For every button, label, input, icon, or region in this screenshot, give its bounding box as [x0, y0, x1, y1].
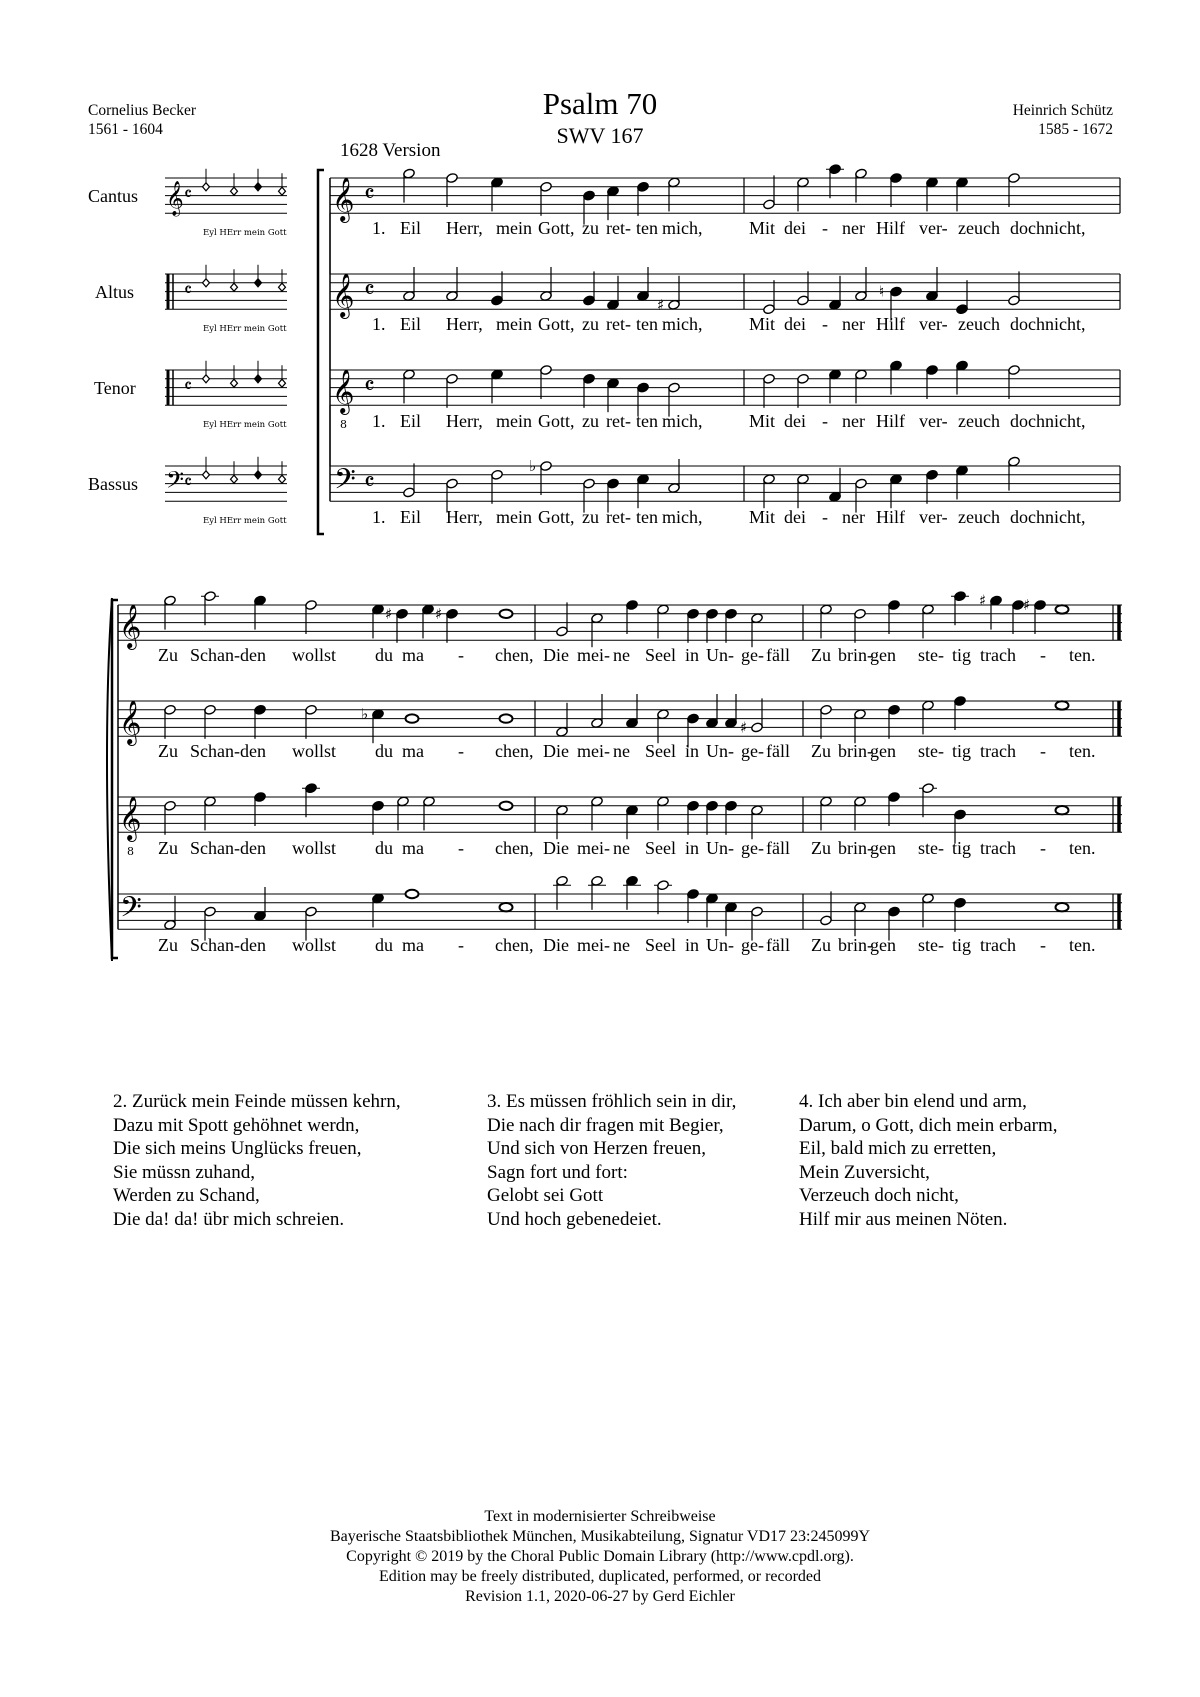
lyric-syllable: Hilf [876, 507, 905, 527]
lyric-syllable: Hilf [876, 314, 905, 334]
whole-note [1056, 605, 1069, 613]
lyric-syllable: ten [636, 411, 658, 431]
natural-icon: ♮ [879, 282, 885, 301]
lyric-syllable: Herr, [446, 314, 483, 334]
lyric-syllable: Gott, [538, 507, 575, 527]
verse-line: Hilf mir aus meinen Nöten. [799, 1208, 1008, 1230]
common-time-icon: 𝄴 [364, 180, 375, 208]
lyric-syllable: mei- [577, 838, 610, 858]
lyric-syllable: - [1040, 838, 1046, 858]
lyric-syllable: ma [402, 935, 424, 955]
lyric-syllable: chen, [495, 645, 534, 665]
lyric-syllable: zeuch [958, 218, 1000, 238]
sharp-icon: ♯ [435, 604, 443, 623]
lyric-syllable: doch [1010, 218, 1045, 238]
treble-clef-icon: 𝄞 [119, 796, 142, 840]
lyric-syllable: Mit [749, 314, 776, 334]
mensural-note [231, 475, 238, 483]
lyric-syllable: ret- [606, 507, 631, 527]
lyric-syllable: wollst [292, 935, 337, 955]
lyric-syllable: brin- [838, 645, 873, 665]
lyric-syllable: 1. [372, 218, 386, 238]
lyric-syllable: Seel [645, 645, 676, 665]
mensural-note [279, 475, 286, 483]
common-time-icon: 𝄴 [364, 468, 375, 496]
verse-line: Mein Zuversicht, [799, 1161, 930, 1183]
lyric-syllable: zu [582, 507, 599, 527]
mensural-note [231, 283, 238, 291]
lyric-syllable: Hilf [876, 411, 905, 431]
lyric-syllable: tig [952, 838, 972, 858]
lyric-syllable: wollst [292, 741, 337, 761]
footer-revision: Revision 1.1, 2020-06-27 by Gerd Eichler [465, 1588, 735, 1605]
sharp-icon: ♯ [1023, 596, 1031, 614]
lyric-syllable: Zu [158, 645, 178, 665]
lyric-syllable: mein [496, 411, 532, 431]
verse-line: 2. Zurück mein Feinde müssen kehrn, [113, 1091, 401, 1112]
lyric-syllable: - [1040, 741, 1046, 761]
composer-dates: 1585 - 1672 [1038, 121, 1113, 138]
lyric-syllable: in [685, 741, 700, 761]
lyric-syllable: du [375, 645, 393, 665]
lyric-syllable: mich, [662, 314, 703, 334]
mensural-note [203, 279, 210, 287]
poet-name: Cornelius Becker [88, 102, 197, 119]
lyric-syllable: ten. [1069, 645, 1096, 665]
version-label: 1628 Version [340, 140, 441, 161]
lyric-syllable: Gott, [538, 314, 575, 334]
footer-credits [0, 1507, 1200, 1607]
whole-note [1056, 903, 1069, 911]
lyric-syllable: Hilf [876, 218, 905, 238]
lyric-syllable: ma [402, 741, 424, 761]
lyric-syllable: gen [870, 935, 896, 955]
whole-note [500, 610, 513, 618]
lyric-syllable: Seel [645, 935, 676, 955]
common-time-icon: 𝄴 [184, 184, 193, 205]
lyric-syllable: doch [1010, 411, 1045, 431]
verse-line: Die da! da! übr mich schreien. [113, 1208, 345, 1230]
flat-icon: ♭ [529, 457, 537, 475]
lyric-syllable: dei [784, 507, 806, 527]
lyric-syllable: - [458, 935, 464, 955]
lyric-syllable: zeuch [958, 411, 1000, 431]
lyric-syllable: - [458, 838, 464, 858]
common-time-icon: 𝄴 [364, 276, 375, 304]
lyric-syllable: ten [636, 218, 658, 238]
whole-note [1056, 806, 1069, 814]
lyric-syllable: nicht, [1045, 218, 1086, 238]
common-time-icon: 𝄴 [184, 280, 193, 301]
lyric-syllable: brin- [838, 838, 873, 858]
lyric-syllable: ten. [1069, 838, 1096, 858]
treble-clef-icon: 𝄞 [119, 700, 142, 744]
lyric-syllable: mich, [662, 507, 703, 527]
mensural-note [203, 183, 210, 191]
lyric-syllable: mei- [577, 935, 610, 955]
verse-line: Eil, bald mich zu erretten, [799, 1138, 997, 1159]
mensural-note [231, 187, 238, 195]
verse-line: Die nach dir fragen mit Begier, [487, 1114, 724, 1136]
lyric-syllable: ten [636, 507, 658, 527]
lyric-syllable: ne [613, 935, 630, 955]
lyric-syllable: mei- [577, 741, 610, 761]
common-time-icon: 𝄴 [184, 472, 193, 493]
lyric-syllable: zeuch [958, 314, 1000, 334]
lyric-syllable: tig [952, 645, 972, 665]
lyric-syllable: 1. [372, 507, 386, 527]
mensural-note [255, 375, 262, 383]
whole-note [406, 890, 419, 898]
verse-line: Die sich meins Unglücks freuen, [113, 1138, 362, 1159]
lyric-syllable: zu [582, 314, 599, 334]
composer-name: Heinrich Schütz [1012, 102, 1113, 119]
lyric-syllable: ten. [1069, 741, 1096, 761]
lyric-syllable: Zu [158, 741, 178, 761]
lyric-syllable: ner [842, 218, 865, 238]
lyric-syllable: Seel [645, 838, 676, 858]
lyric-syllable: chen, [495, 935, 534, 955]
lyric-syllable: du [375, 741, 393, 761]
lyric-syllable: Schan- [190, 935, 240, 955]
lyric-syllable: - [822, 411, 828, 431]
mensural-note [279, 379, 286, 387]
lyric-syllable: mei- [577, 645, 610, 665]
lyric-syllable: ver- [919, 411, 948, 431]
mensural-note [203, 471, 210, 479]
lyric-syllable: mich, [662, 411, 703, 431]
lyric-syllable: Zu [811, 645, 831, 665]
lyric-syllable: - [822, 314, 828, 334]
treble-clef-icon: 𝄞 [166, 181, 184, 216]
lyric-syllable: ner [842, 314, 865, 334]
lyric-syllable: den [240, 741, 266, 761]
whole-note [1056, 701, 1069, 709]
verse-line: Gelobt sei Gott [487, 1185, 604, 1206]
verse-line: Verzeuch doch nicht, [799, 1185, 959, 1206]
verse-3 [487, 1090, 736, 1231]
lyric-syllable: fäll [766, 741, 790, 761]
lyric-syllable: trach [980, 645, 1016, 665]
verse-4 [799, 1090, 1058, 1231]
lyric-syllable: ma [402, 838, 424, 858]
bass-clef-icon: 𝄢 [334, 463, 356, 503]
lyric-syllable: den [240, 935, 266, 955]
lyric-syllable: ge- [741, 645, 764, 665]
lyric-syllable: ner [842, 507, 865, 527]
lyric-syllable: ste- [918, 645, 944, 665]
lyric-syllable: - [458, 645, 464, 665]
lyric-syllable: Eil [400, 507, 421, 527]
octave-mark: 8 [127, 845, 134, 858]
lyric-syllable: zu [582, 218, 599, 238]
lyric-syllable: dei [784, 218, 806, 238]
lyric-syllable: ne [613, 838, 630, 858]
mensural-note [255, 183, 262, 191]
lyric-syllable: Die [543, 741, 569, 761]
verse-line: Sagn fort und fort: [487, 1161, 628, 1183]
lyric-syllable: nicht, [1045, 411, 1086, 431]
lyric-syllable: den [240, 838, 266, 858]
lyric-syllable: 1. [372, 411, 386, 431]
verse-line: 3. Es müssen fröhlich sein in dir, [487, 1091, 737, 1112]
lyric-syllable: Herr, [446, 218, 483, 238]
common-time-icon: 𝄴 [184, 376, 193, 397]
voice-name-bassus: Bassus [88, 474, 139, 494]
lyric-syllable: 1. [372, 314, 386, 334]
flat-icon: ♭ [361, 705, 369, 724]
bass-clef-icon: 𝄢 [166, 466, 185, 499]
lyric-syllable: ten. [1069, 935, 1096, 955]
lyric-syllable: ste- [918, 935, 944, 955]
common-time-icon: 𝄴 [364, 372, 375, 400]
lyric-syllable: ste- [918, 741, 944, 761]
lyric-syllable: ret- [606, 314, 631, 334]
lyric-syllable: dei [784, 314, 806, 334]
lyric-syllable: ste- [918, 838, 944, 858]
incipit-cantus: Eyl HErr mein Gott [203, 228, 287, 238]
lyric-syllable: Eil [400, 218, 421, 238]
sharp-icon: ♯ [979, 591, 987, 610]
lyric-syllable: tig [952, 741, 972, 761]
lyric-syllable: brin- [838, 741, 873, 761]
sharp-icon: ♯ [657, 295, 665, 314]
lyric-syllable: ma [402, 645, 424, 665]
incipit-bassus: Eyl HErr mein Gott [203, 516, 287, 526]
lyric-syllable: in [685, 645, 700, 665]
lyric-syllable: Un- [706, 645, 734, 665]
lyric-syllable: Mit [749, 411, 776, 431]
verse-line: Dazu mit Spott gehöhnet werdn, [113, 1114, 360, 1136]
lyric-syllable: Gott, [538, 218, 575, 238]
lyric-syllable: ge- [741, 741, 764, 761]
lyric-syllable: - [1040, 645, 1046, 665]
lyric-syllable: mein [496, 507, 532, 527]
lyric-syllable: ne [613, 741, 630, 761]
verse-line: Sie müssn zuhand, [113, 1161, 255, 1183]
lyric-syllable: Die [543, 838, 569, 858]
lyric-syllable: Mit [749, 218, 776, 238]
lyric-syllable: ge- [741, 935, 764, 955]
incipit-tenor: Eyl HErr mein Gott [203, 420, 287, 430]
lyric-syllable: tig [952, 935, 972, 955]
verse-line: 4. Ich aber bin elend und arm, [799, 1091, 1027, 1112]
lyric-syllable: zeuch [958, 507, 1000, 527]
voice-name-cantus: Cantus [88, 186, 139, 206]
footer-copyright: Copyright © 2019 by the Choral Public Domain Library (http://www.cpdl.org). [346, 1548, 854, 1565]
whole-note [500, 802, 513, 810]
lyric-syllable: chen, [495, 741, 534, 761]
lyric-syllable: Herr, [446, 411, 483, 431]
whole-note [406, 714, 419, 722]
mensural-note [231, 379, 238, 387]
lyric-syllable: nicht, [1045, 314, 1086, 334]
lyric-syllable: Eil [400, 314, 421, 334]
lyric-syllable: Schan- [190, 741, 240, 761]
lyric-syllable: trach [980, 935, 1016, 955]
mensural-note [279, 187, 286, 195]
lyric-syllable: Die [543, 645, 569, 665]
lyric-syllable: Herr, [446, 507, 483, 527]
lyric-syllable: Mit [749, 507, 776, 527]
system-bracket [318, 170, 324, 534]
lyric-syllable: ten [636, 314, 658, 334]
verse-line: Werden zu Schand, [113, 1185, 260, 1206]
lyric-syllable: den [240, 645, 266, 665]
lyric-syllable: doch [1010, 507, 1045, 527]
whole-note [500, 714, 513, 722]
lyric-syllable: ret- [606, 218, 631, 238]
system-bracket [112, 600, 118, 958]
lyric-syllable: Zu [158, 838, 178, 858]
footer-source: Bayerische Staatsbibliothek München, Musikabteilung, Signatur VD17 23:245099Y [329, 1528, 871, 1545]
mensural-note [279, 283, 286, 291]
lyric-syllable: Un- [706, 935, 734, 955]
lyric-syllable: Schan- [190, 838, 240, 858]
lyric-syllable: Un- [706, 838, 734, 858]
lyric-syllable: brin- [838, 935, 873, 955]
verse-2 [113, 1090, 401, 1231]
lyric-syllable: mein [496, 314, 532, 334]
lyric-syllable: - [458, 741, 464, 761]
lyric-syllable: mein [496, 218, 532, 238]
lyric-syllable: ver- [919, 314, 948, 334]
lyric-syllable: - [822, 218, 828, 238]
treble-clef-icon: 𝄞 [119, 604, 142, 648]
lyric-syllable: nicht, [1045, 507, 1086, 527]
lyric-syllable: Gott, [538, 411, 575, 431]
lyric-syllable: fäll [766, 935, 790, 955]
lyric-syllable: Zu [811, 838, 831, 858]
poet-dates: 1561 - 1604 [88, 121, 163, 138]
mensural-note [255, 279, 262, 287]
lyric-syllable: Schan- [190, 645, 240, 665]
lyric-syllable: Eil [400, 411, 421, 431]
verse-line: Und sich von Herzen freuen, [487, 1138, 706, 1159]
mensural-note [255, 471, 262, 479]
whole-note [500, 903, 513, 911]
bass-clef-icon: 𝄢 [120, 891, 142, 931]
lyric-syllable: - [1040, 935, 1046, 955]
page-subtitle: SWV 167 [556, 123, 644, 148]
lyric-syllable: gen [870, 838, 896, 858]
lyric-syllable: dei [784, 411, 806, 431]
mensural-note [203, 375, 210, 383]
lyric-syllable: ver- [919, 507, 948, 527]
lyric-syllable: Zu [811, 741, 831, 761]
lyric-syllable: fäll [766, 838, 790, 858]
voice-name-altus: Altus [95, 282, 135, 302]
lyric-syllable: Seel [645, 741, 676, 761]
verse-line: Und hoch gebenedeiet. [487, 1208, 662, 1230]
lyric-syllable: zu [582, 411, 599, 431]
lyric-syllable: Un- [706, 741, 734, 761]
lyric-syllable: Die [543, 935, 569, 955]
lyric-syllable: ver- [919, 218, 948, 238]
lyric-syllable: gen [870, 645, 896, 665]
footer-license: Edition may be freely distributed, duplicated, performed, or recorded [378, 1568, 822, 1585]
lyric-syllable: ne [613, 645, 630, 665]
lyric-syllable: trach [980, 838, 1016, 858]
lyric-syllable: du [375, 838, 393, 858]
incipit-altus: Eyl HErr mein Gott [203, 324, 287, 334]
lyric-syllable: in [685, 935, 700, 955]
treble-clef-icon: 𝄞 [332, 273, 355, 317]
footer-text-note: Text in modernisierter Schreibweise [484, 1508, 716, 1525]
lyric-syllable: ner [842, 411, 865, 431]
lyric-syllable: gen [870, 741, 896, 761]
lyric-syllable: ge- [741, 838, 764, 858]
octave-mark: 8 [340, 418, 347, 431]
lyric-syllable: wollst [292, 838, 337, 858]
lyric-syllable: mich, [662, 218, 703, 238]
voice-name-tenor: Tenor [94, 378, 136, 398]
lyric-syllable: fäll [766, 645, 790, 665]
sharp-icon: ♯ [740, 718, 748, 737]
lyric-syllable: doch [1010, 314, 1045, 334]
treble-clef-icon: 𝄞 [332, 177, 355, 221]
lyric-syllable: wollst [292, 645, 337, 665]
lyric-syllable: Zu [811, 935, 831, 955]
treble-clef-icon: 𝄞 [332, 369, 355, 413]
sharp-icon: ♯ [385, 604, 393, 623]
lyric-syllable: - [822, 507, 828, 527]
lyric-syllable: ret- [606, 411, 631, 431]
verse-line: Darum, o Gott, dich mein erbarm, [799, 1114, 1058, 1136]
lyric-syllable: in [685, 838, 700, 858]
lyric-syllable: Zu [158, 935, 178, 955]
lyric-syllable: du [375, 935, 393, 955]
lyric-syllable: chen, [495, 838, 534, 858]
page-title: Psalm 70 [542, 86, 658, 121]
lyric-syllable: trach [980, 741, 1016, 761]
